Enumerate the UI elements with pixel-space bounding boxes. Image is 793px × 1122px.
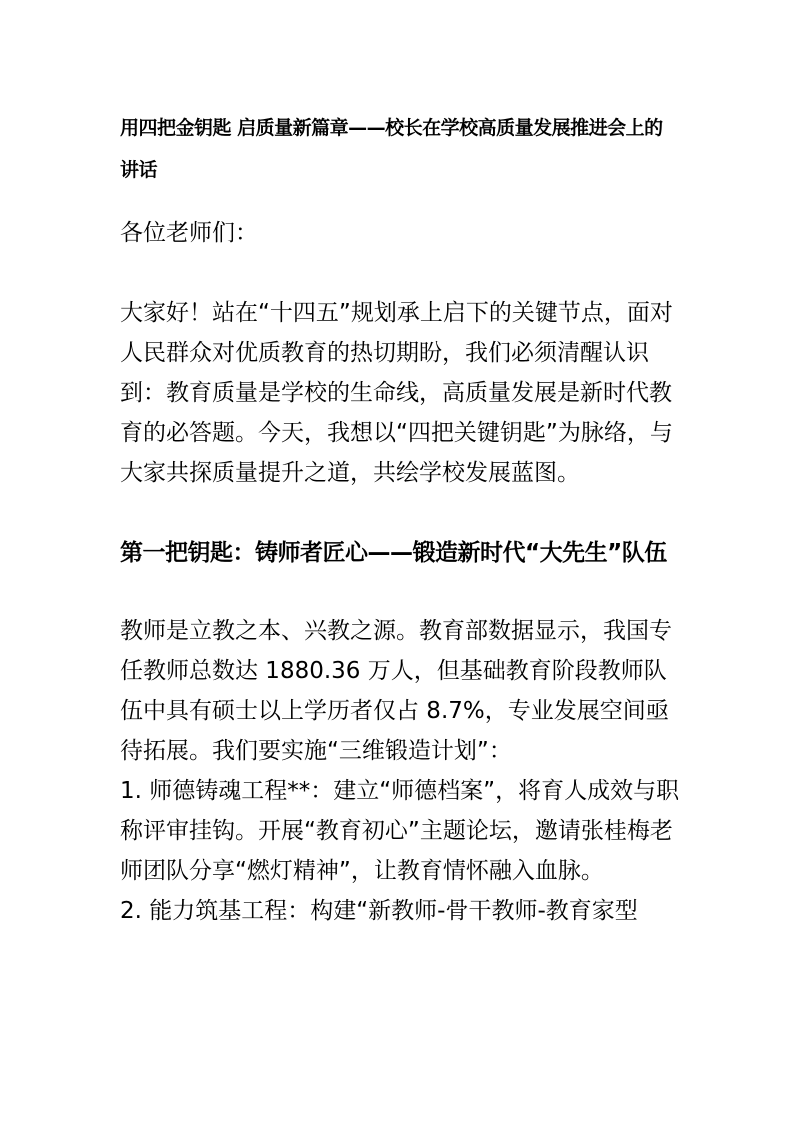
plan-list [120,771,680,931]
list-item: 2. 能力筑基工程：构建“新教师-骨干教师-教育家型 [120,898,638,924]
document-title: 用四把金钥匙 启质量新篇章——校长在学校高质量发展推进会上的讲话 [120,117,663,181]
section-paragraph: 教师是立教之本、兴教之源。教育部数据显示，我国专任教师总数达 1880.36 万人，但基础教育阶段教师队伍中具有硕士以上学历者仅占 8.7%，专业发展空间亟待拓展。我们要实施“三维锻造计划”： [120,618,672,764]
greeting: 各位老师们： [120,220,258,246]
intro-paragraph: 大家好！站在“十四五”规划承上启下的关键节点，面对人民群众对优质教育的热切期盼，我们必须清醒认识到：教育质量是学校的生命线，高质量发展是新时代教育的必答题。今天，我想以“四把关键钥匙”为脉络，与大家共探质量提升之道，共绘学校发展蓝图。 [120,300,673,486]
document-body [120,107,680,931]
section-heading-first-key: 第一把钥匙：铸师者匠心——锻造新时代“大先生”队伍 [120,540,667,566]
list-item: 1. 师德铸魂工程**：建立“师德档案”，将育人成效与职称评审挂钩。开展“教育初心”主题论坛，邀请张桂梅老师团队分享“燃灯精神”，让教育情怀融入血脉。 [120,778,680,884]
